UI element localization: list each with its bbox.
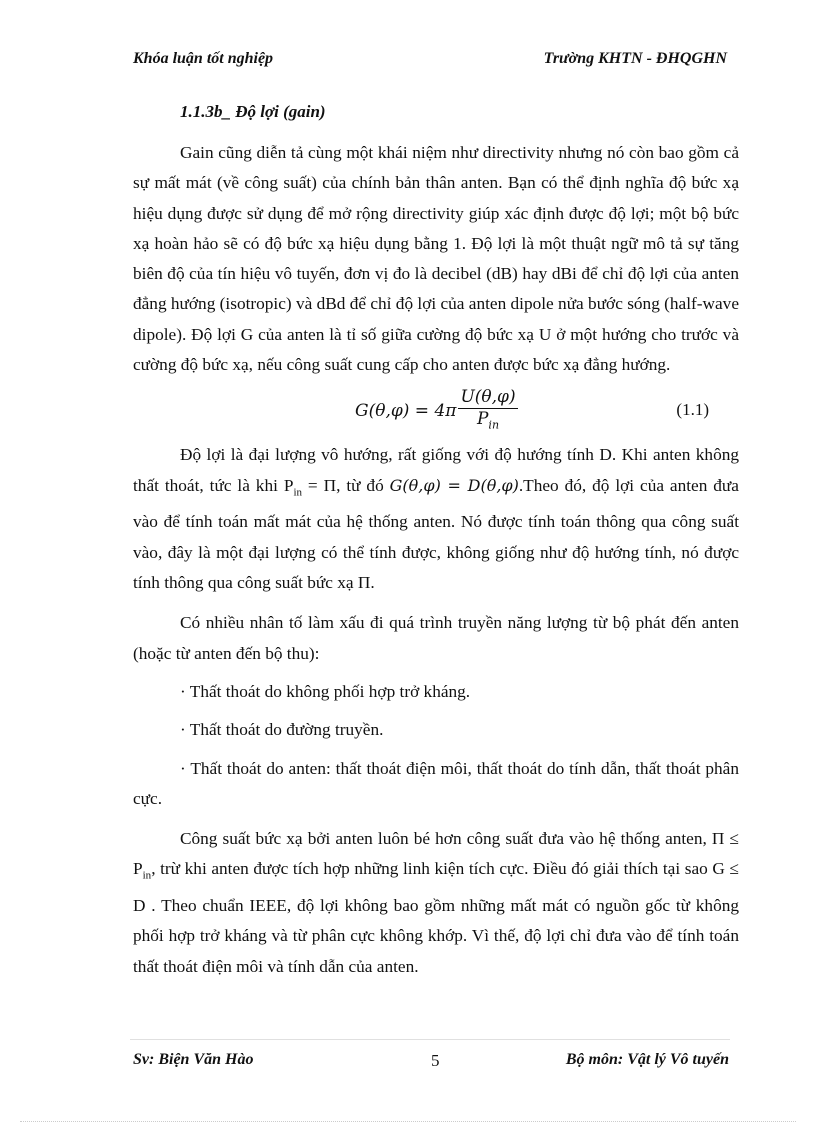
equation-number: (1.1) bbox=[676, 400, 709, 420]
equation-gain bbox=[133, 384, 739, 440]
paragraph-loss-factors: Có nhiều nhân tố làm xấu đi quá trình truyền năng lượng từ bộ phát đến anten (hoặc từ anten đến bộ thu): bbox=[133, 613, 739, 663]
p4-text-a: Công suất bức xạ bởi anten luôn bé hơn công suất đưa vào hệ thống anten, Π ≤ P bbox=[133, 829, 739, 879]
page-footer bbox=[133, 1051, 729, 1075]
p4-text-b: , trừ khi anten được tích hợp những linh kiện tích cực. Điều đó giải thích tại sao G ≤ D . Theo chuẩn IEEE, độ lợi không bao gồm những mất mát có nguồn gốc từ không phối hợp trở kháng và từ phân cực không khớp. Vì thế, độ lợi chỉ đưa vào để tính toán thất thoát điện môi và tính dẫn của anten. bbox=[133, 859, 739, 976]
paragraph-radiated-power bbox=[133, 824, 739, 982]
equation-denominator-main: P bbox=[476, 409, 489, 430]
list-item-impedance-loss: · Thất thoát do không phối hợp trở kháng. bbox=[180, 681, 471, 701]
list-item-line-loss: · Thất thoát do đường truyền. bbox=[180, 720, 384, 740]
header-university-label: Trường KHTN - ĐHQGHN bbox=[543, 50, 727, 67]
equation-denominator bbox=[477, 409, 499, 435]
paragraph-lossless-gain bbox=[133, 440, 739, 598]
p4-subscript: in bbox=[142, 869, 152, 882]
equation-lhs: G(θ,φ) = 4π bbox=[355, 401, 457, 422]
page-number: 5 bbox=[431, 1051, 440, 1070]
footer-divider bbox=[130, 1039, 730, 1040]
paragraph-gain-definition: Gain cũng diễn tả cùng một khái niệm như directivity nhưng nó còn bao gồm cả sự mất mát (về công suất) của chính bản thân anten. Bạn có thể định nghĩa độ bức xạ hiệu dụng được sử dụng để mở rộng directivity giúp xác định được độ lợi; một bộ bức xạ hoàn hảo sẽ có độ bức xạ hiệu dụng bằng 1. Độ lợi là một thuật ngữ mô tả sự tăng biên độ của tín hiệu vô tuyến, đơn vị đo là decibel (dB) hay dBi để chỉ độ lợi của anten đẳng hướng (isotropic) và dBd để chỉ độ lợi của anten dipole nửa bước sóng (half-wave dipole). Độ lợi G của anten là tỉ số giữa cường độ bức xạ U ở một hướng cho trước và cường độ bức xạ, nếu công suất cung cấp cho anten được bức xạ đẳng hướng. bbox=[133, 143, 739, 375]
header-thesis-label: Khóa luận tốt nghiệp bbox=[133, 50, 274, 67]
section-title: 1.1.3b_ Độ lợi (gain) bbox=[180, 102, 326, 121]
list-item-antenna-loss: · Thất thoát do anten: thất thoát điện môi, thất thoát do tính dẫn, thất thoát phân cực. bbox=[133, 758, 739, 808]
equation-denominator-sub: in bbox=[488, 418, 500, 432]
p2-text-a: Độ lợi là đại lượng vô hướng, rất giống với độ hướng tính D. Khi anten không thất thoát, tức là khi P bbox=[133, 445, 739, 495]
equation-expression bbox=[355, 384, 518, 438]
footer-department: Bộ môn: Vật lý Vô tuyến bbox=[565, 1051, 729, 1068]
page-content bbox=[133, 100, 739, 982]
equation-numerator: U(θ,φ) bbox=[460, 387, 516, 408]
p2-text-b: = Π, từ đó bbox=[302, 475, 390, 495]
p2-inline-formula: G(θ,φ) = D(θ,φ) bbox=[389, 475, 519, 495]
page-bottom-edge bbox=[20, 1121, 796, 1122]
page-header bbox=[133, 50, 727, 74]
p2-subscript: in bbox=[293, 486, 302, 499]
footer-student-name: Sv: Biện Văn Hào bbox=[133, 1051, 254, 1068]
equation-fraction bbox=[458, 387, 517, 435]
p2-text-c: .Theo đó, độ lợi của anten đưa vào để tính toán mất mát của hệ thống anten. Nó được tính toán thông qua công suất vào, đây là một đại lượng có thể tính được, không giống như độ hướng tính, nó được tính thông qua công suất bức xạ Π. bbox=[133, 475, 739, 593]
